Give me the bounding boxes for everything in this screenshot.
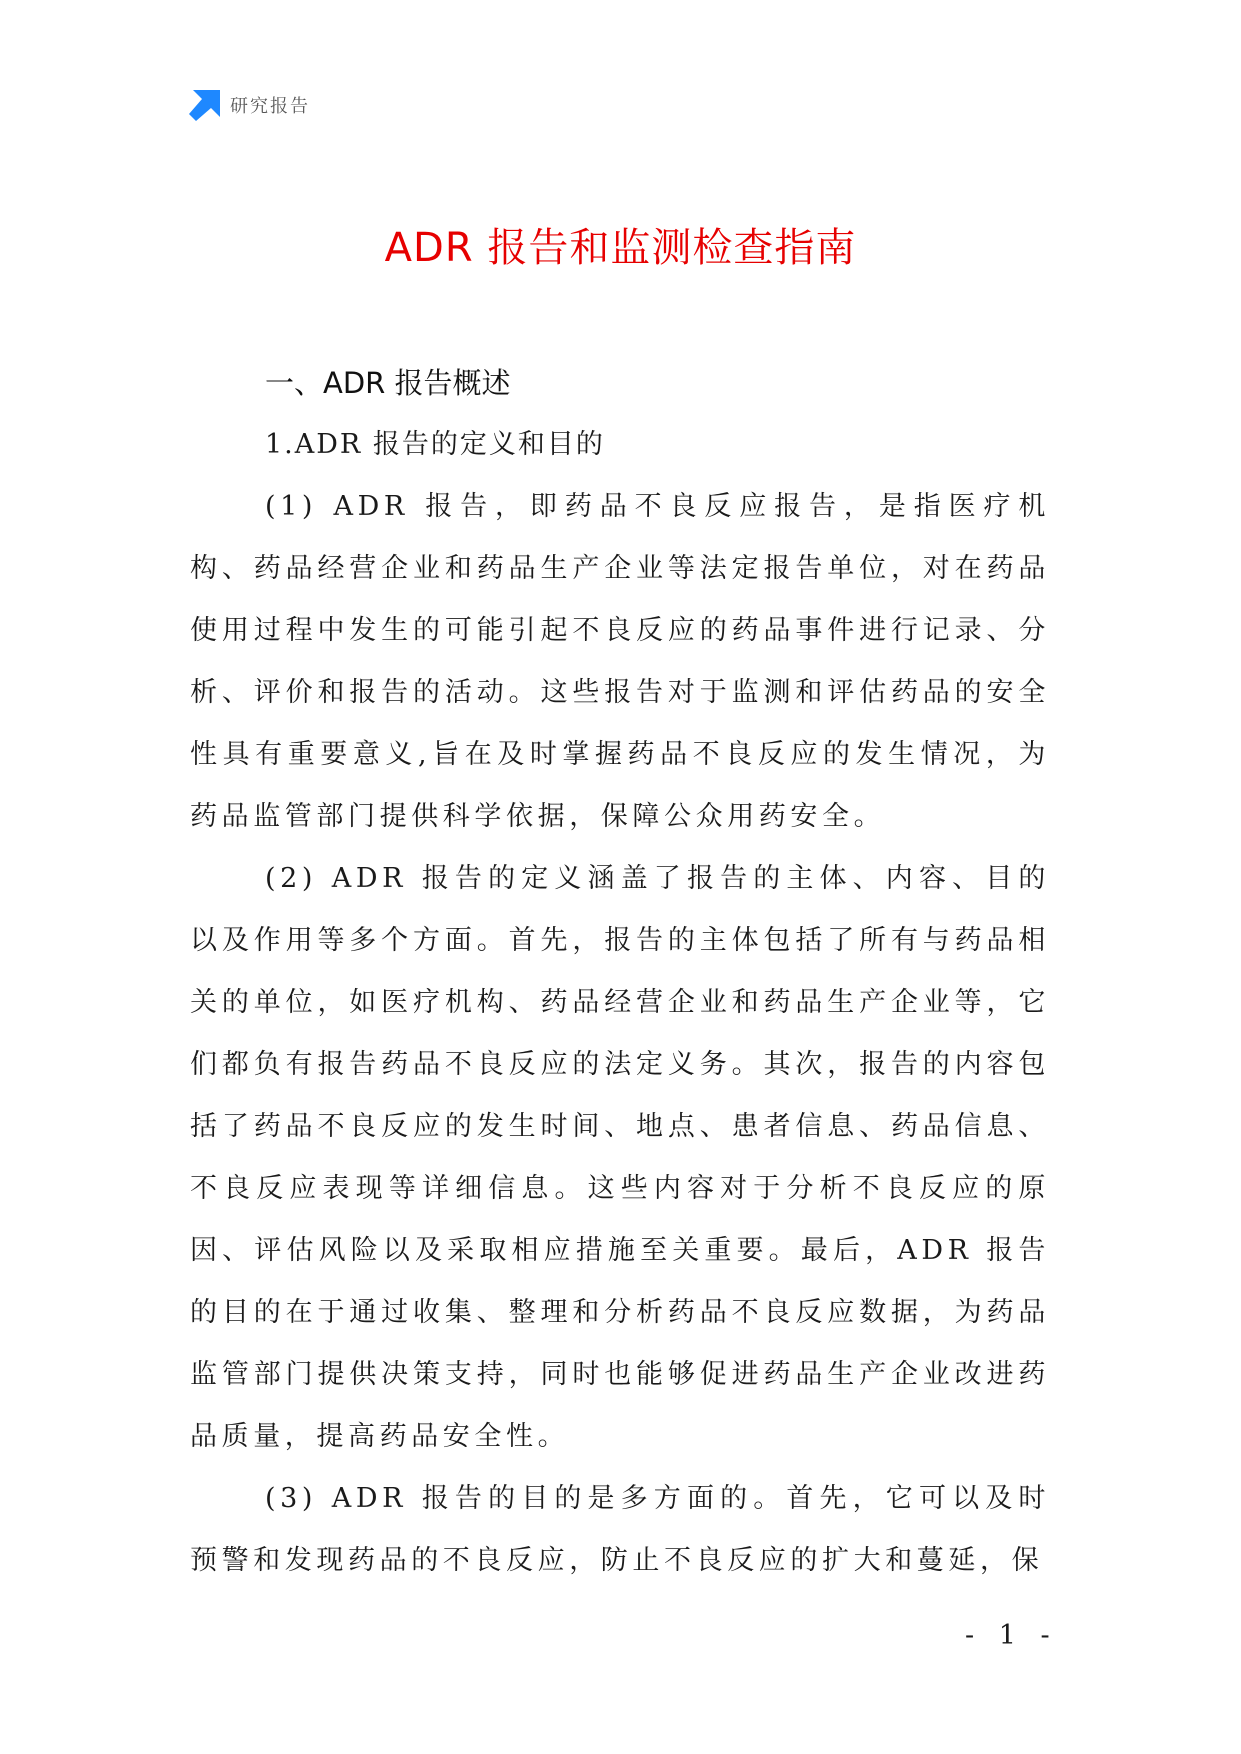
arrow-up-right-icon xyxy=(189,90,220,121)
sub-heading: 1.ADR 报告的定义和目的 xyxy=(265,429,605,460)
page-number: - 1 - xyxy=(965,1620,1058,1651)
paragraph-3: (3) ADR 报告的目的是多方面的。首先，它可以及时预警和发现药品的不良反应，防止不良反应的扩大和蔓延，保 xyxy=(190,1483,1050,1576)
header-label: 研究报告 xyxy=(230,96,310,117)
section-heading: 一、ADR 报告概述 xyxy=(265,366,511,400)
paragraph-1: (1) ADR 报告，即药品不良反应报告，是指医疗机构、药品经营企业和药品生产企业等法定报告单位，对在药品使用过程中发生的可能引起不良反应的药品事件进行记录、分析、评价和报告的活动。这些报告对于监测和评估药品的安全性具有重要意义,旨在及时掌握药品不良反应的发生情况，为药品监管部门提供科学依据，保障公众用药安全。 xyxy=(190,491,1050,832)
document-title: ADR 报告和监测检查指南 xyxy=(384,225,857,271)
document-body xyxy=(190,352,1050,1592)
paragraph-2: (2) ADR 报告的定义涵盖了报告的主体、内容、目的以及作用等多个方面。首先，报告的主体包括了所有与药品相关的单位，如医疗机构、药品经营企业和药品生产企业等，它们都负有报告药品不良反应的法定义务。其次，报告的内容包括了药品不良反应的发生时间、地点、患者信息、药品信息、不良反应表现等详细信息。这些内容对于分析不良反应的原因、评估风险以及采取相应措施至关重要。最后，ADR 报告的目的在于通过收集、整理和分析药品不良反应数据，为药品监管部门提供决策支持，同时也能够促进药品生产企业改进药品质量，提高药品安全性。 xyxy=(190,863,1050,1452)
document-header xyxy=(189,88,310,122)
